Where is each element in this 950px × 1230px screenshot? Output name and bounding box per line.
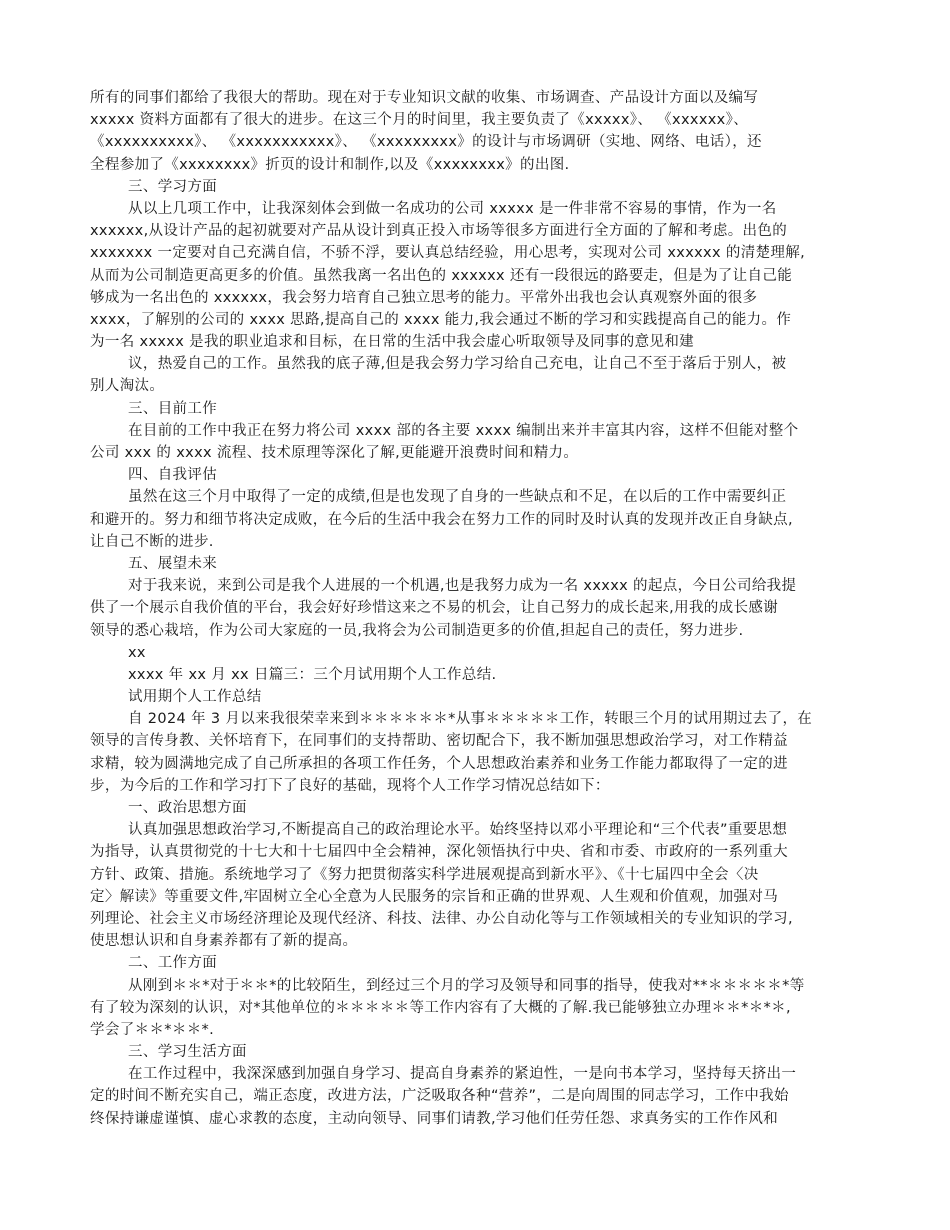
text-line: 虽然在这三个月中取得了一定的成绩,但是也发现了自身的一些缺点和不足，在以后的工作中需要纠正 [128,489,787,506]
text-line: 定〉解读》等重要文件,牢固树立全心全意为人民服务的宗旨和正确的世界观、人生观和价值观，加强对马 [90,888,779,905]
text-line: 公司 xxx 的 xxxx 流程、技术原理等深化了解,更能避开浪费时间和精力。 [90,445,579,461]
text-line: 在工作过程中，我深深感到加强自身学习、提高自身素养的紧迫性，一是向书本学习，坚持每天挤出一 [128,1066,797,1083]
text-line: xxxx 年 xx 月 xx 日篇三：三个月试用期个人工作总结. [128,666,497,683]
text-line: 使思想认识和自身素养都有了新的提高。 [90,933,358,950]
text-line: 从刚到＊＊*对于＊＊*的比较陌生，到经过三个月的学习及领导和同事的指导，使我对**＊＊＊＊＊*等 [128,977,805,994]
text-line: 为指导，认真贯彻党的十七大和十七届四中全会精神，深化领悟执行中央、省和市委、市政府的一系列重大 [90,844,788,861]
text-line: 二、工作方面 [128,955,218,972]
text-line: 从以上几项工作中，让我深刻体会到做一名成功的公司 xxxxx 是一件非常不容易的事情，作为一名 [128,200,777,217]
text-line: 在目前的工作中我正在努力将公司 xxxx 部的各主要 xxxx 编制出来并丰富其内容，这样不但能对整个 [128,422,799,439]
text-line: 终保持谦虚谨慎、虚心求教的态度，主动向领导、同事们请教,学习他们任劳任怨、求真务实的工作作风和 [90,1110,779,1127]
text-line: 三、学习方面 [128,178,218,195]
text-line: 自 2024 年 3 月以来我很荣幸来到＊＊＊＊＊＊*从事＊＊＊＊＊工作，转眼三个月的试用期过去了，在 [128,711,813,728]
text-line: xxxxx 资料方面都有了很大的进步。在这三个月的时间里，我主要负责了《xxxxx》、 《xxxxxx》、 [90,112,749,129]
text-line: 为一名 xxxxx 是我的职业追求和目标，在日常的生活中我会虚心听取领导及同事的意见和建 [90,334,695,351]
text-line: 列理论、社会主义市场经济理论及现代经济、科技、法律、办公自动化等与工作领域相关的专业知识的学习, [90,910,793,927]
text-line: 让自己不断的进步. [90,533,214,550]
text-line: xx [128,644,146,661]
text-line: 学会了＊＊*＊＊*. [90,1021,215,1038]
text-line: 方针、政策、措施。系统地学习了《努力把贯彻落实科学进展观提高到新水平》、《十七届四中全会〈决 [90,866,759,883]
text-line: 从而为公司制造更高更多的价值。虽然我离一名出色的 xxxxxx 还有一段很远的路要走，但是为了让自己能 [90,267,793,284]
text-line: 求精，较为圆满地完成了自己所承担的各项工作任务，个人思想政治素养和业务工作能力都取得了一定的进 [90,755,788,772]
text-line: 四、自我评估 [128,467,218,484]
document-body [90,87,865,1130]
text-line: 定的时间不断充实自己，端正态度，改进方法，广泛吸取各种“营养”，二是向周围的同志学习，工作中我始 [90,1088,789,1105]
text-line: 有了较为深刻的认识，对*其他单位的＊＊＊＊＊等工作内容有了大概的了解.我已能够独立办理＊＊*＊*＊, [90,999,791,1016]
text-line: 领导的悉心栽培，作为公司大家庭的一员,我将会为公司制造更多的价值,担起自己的责任，努力进步. [90,622,744,639]
text-line: 议，热爱自己的工作。虽然我的底子薄,但是我会努力学习给自己充电，让自己不至于落后于别人，被 [128,356,787,373]
text-line: 够成为一名出色的 xxxxxx，我会努力培育自己独立思考的能力。平常外出我也会认真观察外面的很多 [90,289,758,306]
text-line: 对于我来说，来到公司是我个人进展的一个机遇,也是我努力成为一名 xxxxx 的起点，今日公司给我提 [128,578,797,595]
text-line: 《xxxxxxxxxx》、 《xxxxxxxxxxx》、 《xxxxxxxxx》的设计与市场调研（实地、网络、电话），还 [90,134,762,151]
text-line: 领导的言传身教、关怀培育下，在同事们的支持帮助、密切配合下，我不断加强思想政治学习，对工作精益 [90,733,788,750]
text-line: 所有的同事们都给了我很大的帮助。现在对于专业知识文献的收集、市场调查、产品设计方面以及编写 [90,90,759,106]
text-line: 试用期个人工作总结 [128,689,262,706]
text-line: 和避开的。努力和细节将决定成败，在今后的生活中我会在努力工作的同时及时认真的发现并改正自身缺点, [90,511,793,528]
text-line: 认真加强思想政治学习,不断提高自己的政治理论水平。始终坚持以邓小平理论和“三个代表”重要思想 [128,822,788,839]
text-line: xxxxxxx 一定要对自己充满自信，不骄不浮，要认真总结经验，用心思考，实现对公司 xxxxxx 的清楚理解, [90,245,806,262]
text-line: 三、学习生活方面 [128,1044,247,1061]
text-line: xxxx，了解别的公司的 xxxx 思路,提高自己的 xxxx 能力,我会通过不断的学习和实践提高自己的能力。作 [90,311,792,328]
text-line: 供了一个展示自我价值的平台，我会好好珍惜这来之不易的机会，让自己努力的成长起来,用我的成长感谢 [90,600,779,617]
text-line: 一、政治思想方面 [128,800,247,816]
text-line: 全程参加了《xxxxxxxx》折页的设计和制作,以及《xxxxxxxx》的出图. [90,156,570,173]
text-line: 步，为今后的工作和学习打下了良好的基础，现将个人工作学习情况总结如下： [90,777,610,794]
text-line: 三、目前工作 [128,400,218,417]
text-line: xxxxxx,从设计产品的起初就要对产品从设计到真正投入市场等很多方面进行全方面的了解和考虑。出色的 [90,223,788,240]
text-line: 别人淘汰。 [90,378,165,395]
text-line: 五、展望未来 [128,555,218,572]
